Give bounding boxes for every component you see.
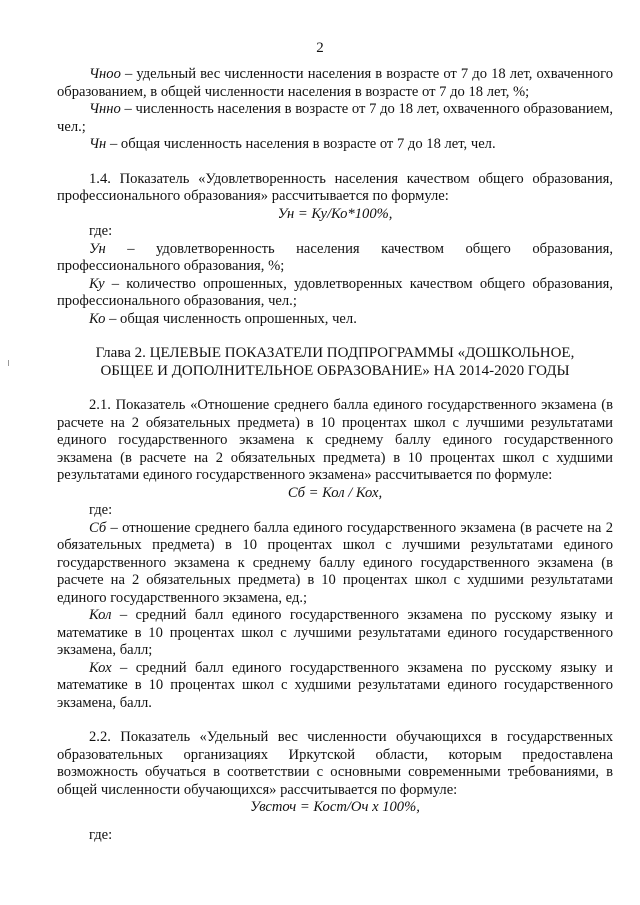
symbol: Чнно xyxy=(89,101,121,117)
definition-ko xyxy=(57,311,613,329)
definition-sb xyxy=(57,520,613,608)
definition-text: – численность населения в возрасте от 7 до 18 лет, охваченного образованием, чел.; xyxy=(57,101,613,135)
symbol: Ку xyxy=(89,275,105,292)
where-label: где: xyxy=(89,502,113,518)
symbol: Чноо xyxy=(89,66,121,82)
where-label: где: xyxy=(89,826,113,843)
chapter-heading-line-2: ОБЩЕЕ И ДОПОЛНИТЕЛЬНОЕ ОБРАЗОВАНИЕ» НА 2014-2020 ГОДЫ xyxy=(100,362,570,379)
symbol: Кох xyxy=(89,659,112,676)
margin-mark xyxy=(8,360,9,366)
page-number: 2 xyxy=(316,40,324,56)
definition-text: – удовлетворенность населения качеством общего образования, профессионального образования, %; xyxy=(57,240,613,274)
definition-un xyxy=(57,241,613,276)
formula-2-2: Увсточ = Кост/Оч х 100%, xyxy=(250,799,420,815)
section-1-4-text: 1.4. Показатель «Удовлетворенность населения качеством общего образования, профессионального образования» рассчитывается по формуле: xyxy=(57,170,613,204)
definition-chnno xyxy=(57,101,613,136)
definition-koh xyxy=(57,660,613,713)
symbol: Кол xyxy=(89,607,112,623)
definition-chnoo xyxy=(57,66,613,101)
definition-text: – средний балл единого государственного экзамена по русскому языку и математике в 10 процентах школ с лучшими результатами единого государственного экзамена, балл; xyxy=(57,607,613,658)
definition-text: – количество опрошенных, удовлетворенных качеством общего образования, профессионального образования, чел.; xyxy=(57,275,613,309)
formula-1-4: Ун = Ку/Ко*100%, xyxy=(277,205,393,222)
definition-text: – средний балл единого государственного экзамена по русскому языку и математике в 10 процентах школ с худшими результатами единого государственного экзамена, балл. xyxy=(57,659,613,711)
definition-chn xyxy=(57,136,613,154)
definition-ku xyxy=(57,276,613,311)
document-body xyxy=(57,66,613,844)
section-2-1-text: 2.1. Показатель «Отношение среднего балла единого государственного экзамена (в расчете на 2 обязательных предмета) в 10 процентах школ с лучшими результатами единого государственного экзамена к среднему баллу единого государственного экзамена (в расчете на 2 обязательных предмета) в 10 процентах школ с худшими результатами единого государственного экзамена» рассчитывается по формуле: xyxy=(57,397,613,483)
formula-2-1: Сб = Кол / Кох, xyxy=(287,484,383,501)
definition-text: – удельный вес численности населения в возрасте от 7 до 18 лет, охваченного образованием, в общей численности населения в возрасте от 7 до 18 лет, %; xyxy=(57,66,613,100)
definition-text: – отношение среднего балла единого государственного экзамена (в расчете на 2 обязательных предмета) в 10 процентах школ с лучшими результатами единого государственного экзамена к среднему баллу единого государственного экзамена (в расчете на 2 обязательных предмета) в 10 процентах школ с худшими результатами единого государственного экзамена, ед.; xyxy=(57,519,613,606)
symbol: Ко xyxy=(89,310,106,327)
symbol: Сб xyxy=(89,519,107,536)
definition-kol xyxy=(57,607,613,660)
definition-text: – общая численность опрошенных, чел. xyxy=(105,310,357,327)
where-label: где: xyxy=(89,223,113,239)
section-2-2-text: 2.2. Показатель «Удельный вес численности обучающихся в государственных образовательных организациях Иркутской области, которым предоставлена возможность обучаться в соответствии с основными современными требованиями, в общей численности обучающихся» рассчитывается по формуле: xyxy=(57,729,613,798)
symbol: Чн xyxy=(89,136,107,152)
symbol: Ун xyxy=(89,240,106,257)
definition-text: – общая численность населения в возрасте от 7 до 18 лет, чел. xyxy=(106,136,496,152)
chapter-heading-line-1: Глава 2. ЦЕЛЕВЫЕ ПОКАЗАТЕЛИ ПОДПРОГРАММЫ «ДОШКОЛЬНОЕ, xyxy=(95,345,575,361)
